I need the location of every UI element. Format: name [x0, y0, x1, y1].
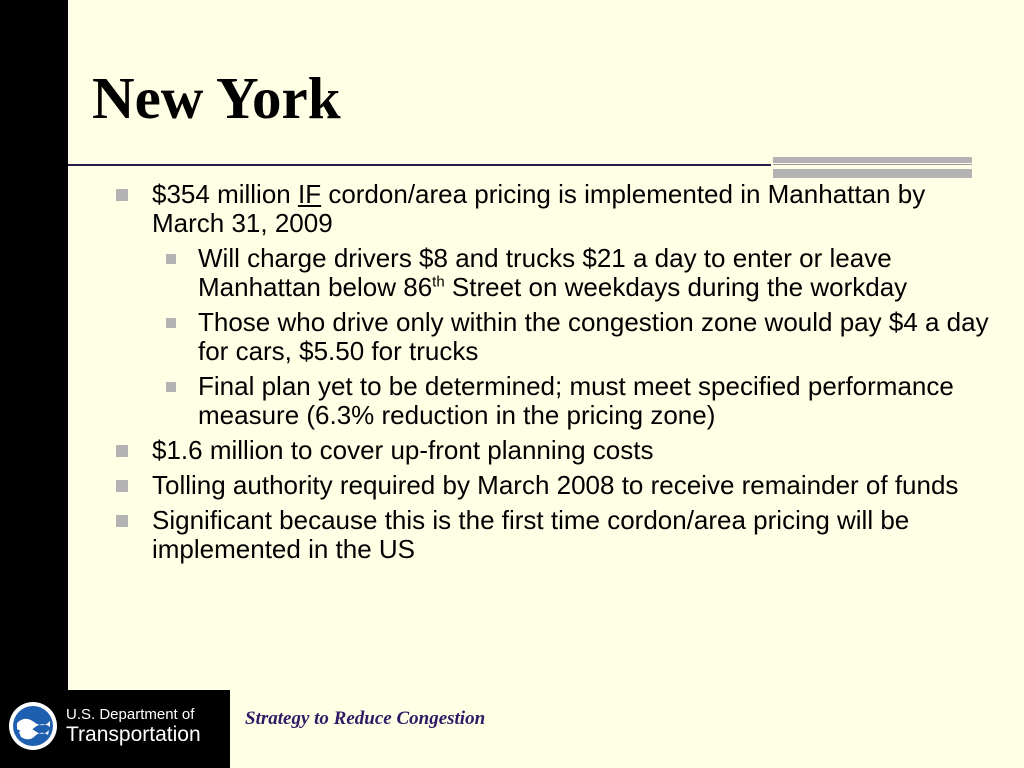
bullet-text-post: cordon/area pricing is implemented in Manhattan by March 31, 2009 — [152, 179, 926, 238]
square-bullet-icon — [116, 445, 128, 457]
ordinal-superscript: th — [432, 273, 445, 291]
square-bullet-icon — [166, 254, 176, 264]
accent-stripe — [773, 157, 972, 179]
sub-bullet-text: Those who drive only within the congestion zone would pay $4 a day for cars, $5.50 for trucks — [198, 307, 989, 366]
square-bullet-icon — [166, 382, 176, 392]
sub-bullet-text-pre: Will charge drivers $8 and trucks $21 a day to enter or leave Manhattan below 86 — [198, 243, 892, 302]
bullet-text: $1.6 million to cover up-front planning costs — [152, 435, 654, 465]
left-sidebar-bar — [0, 0, 68, 768]
square-bullet-icon — [166, 318, 176, 328]
slide-title: New York — [92, 65, 341, 131]
square-bullet-icon — [116, 515, 128, 527]
title-divider — [68, 164, 771, 166]
bullet-item — [112, 506, 1002, 564]
bullet-item — [112, 471, 1002, 500]
dot-name-line1: U.S. Department of — [66, 706, 195, 723]
usdot-logo-icon — [8, 701, 58, 751]
sub-bullet-item — [112, 372, 1002, 430]
sub-bullet-text: Final plan yet to be determined; must meet specified performance measure (6.3% reduction in the pricing zone) — [198, 371, 954, 430]
square-bullet-icon — [116, 480, 128, 492]
dot-name-line2: Transportation — [66, 723, 201, 746]
emphasis-if: IF — [297, 179, 322, 209]
bullet-item — [112, 436, 1002, 465]
bullet-item — [112, 180, 1002, 238]
bullet-text: Tolling authority required by March 2008 to receive remainder of funds — [152, 470, 959, 500]
bullet-text: Significant because this is the first time cordon/area pricing will be implemented in the US — [152, 505, 910, 564]
sub-bullet-text-post: Street on weekdays during the workday — [444, 272, 908, 302]
sub-bullet-item — [112, 244, 1002, 302]
square-bullet-icon — [116, 189, 128, 201]
sub-bullet-item — [112, 308, 1002, 366]
bullet-text-pre: $354 million — [152, 179, 298, 209]
footer-caption: Strategy to Reduce Congestion — [245, 708, 486, 729]
bullet-list — [112, 180, 1002, 570]
